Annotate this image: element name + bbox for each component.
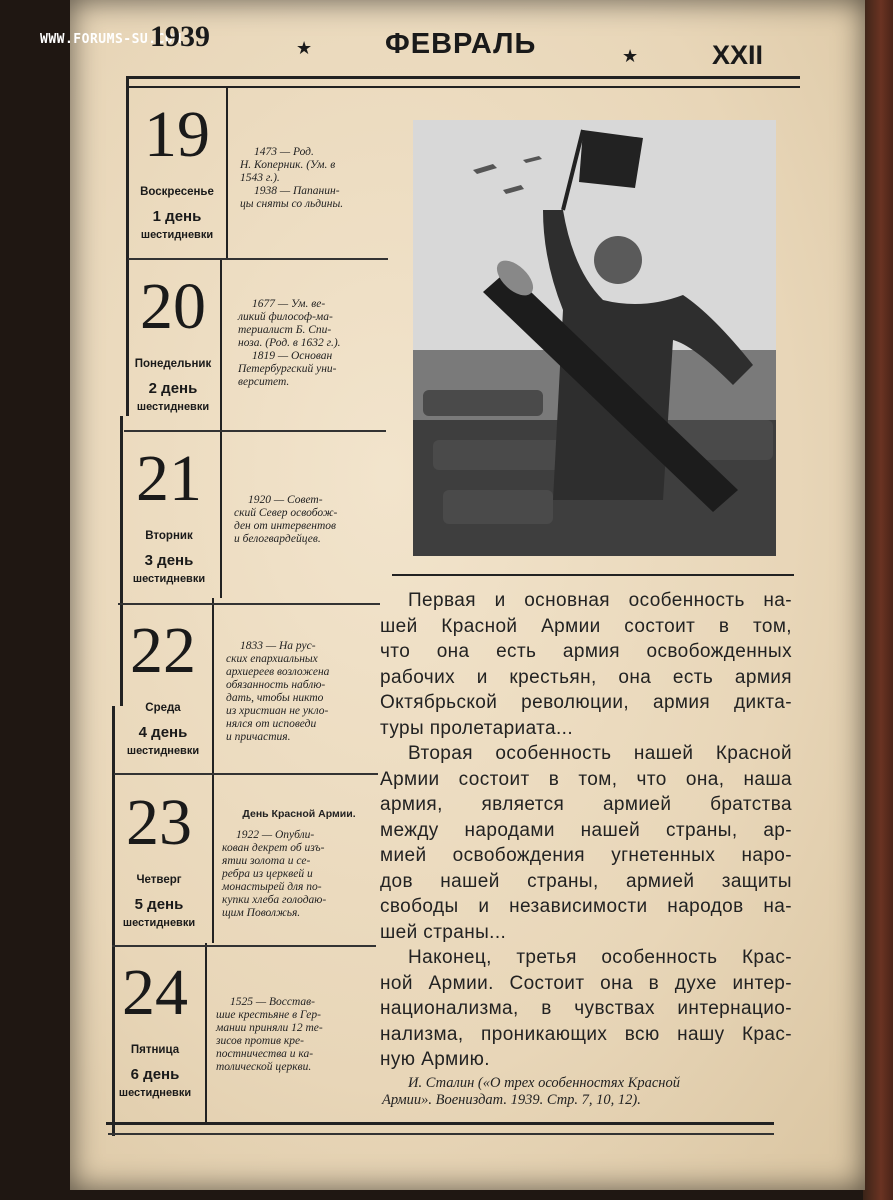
quote-rule (392, 574, 794, 576)
weekday-name: Воскресенье (140, 186, 214, 198)
weekday-name: Четверг (136, 874, 182, 886)
quote-paragraph: Наконец, третья особенность Крас- ной Армии. Состоит она в духе интер- национализма, в чувствах интернацио- нализма, проникающих всю нашу Крас- ную Армию. (380, 947, 792, 1070)
event-20: 1677 — Ум. ве- ликий философ-ма- териалист Б. Спи- ноза. (Род. в 1632 г.). 1819 — Основан Петербургский уни- верситет. (238, 298, 341, 388)
row-separator (118, 603, 380, 605)
six-day-index: 4 день (138, 724, 188, 741)
bottom-rule (106, 1122, 774, 1125)
quote-paragraph: Первая и основная особенность на- шей Красной Армии состоит в том, что она есть армия освобожденных рабочих и крестьян, она есть армия Октябрьской революции, армия дикта- туры пролетариата... (380, 590, 792, 739)
day-number: 22 (130, 614, 196, 687)
day-22 (114, 616, 212, 757)
day-21 (120, 444, 218, 585)
quote-paragraph: Вторая особенность нашей Красной Армии состоит в том, что она, наша армия, является армией братства между народами нашей страны, ар- мией освобождения угнетенных наро- дов нашей страны, армией защиты свободы и независимости народов на- шей страны... (380, 743, 792, 943)
col-rule (226, 88, 228, 258)
weekday-name: Понедельник (134, 358, 212, 370)
col-rule (205, 943, 207, 1123)
bottom-rule-thin (108, 1133, 774, 1135)
six-day-label: шестидневки (122, 917, 196, 929)
month: ФЕВРАЛЬ (385, 28, 537, 60)
day-number: 23 (126, 786, 192, 859)
six-day-index: 1 день (152, 208, 202, 225)
top-rule (128, 76, 800, 79)
six-day-label: шестидневки (136, 401, 210, 413)
six-day-index: 5 день (134, 896, 184, 913)
col-rule (212, 598, 214, 943)
quote-citation: И. Сталин («О трех особенностях Красной Армии». Воениздат. 1939. Стр. 7, 10, 12). (382, 1075, 680, 1108)
day-23 (110, 788, 208, 929)
six-day-label: шестидневки (126, 745, 200, 757)
top-rule-thin (128, 86, 800, 88)
six-day-label: шестидневки (140, 229, 214, 241)
event-24: 1525 — Восстав- шие крестьяне в Гер- мании приняли 12 те- зисов против кре- постничества и ка- толической церкви. (216, 996, 323, 1073)
row-separator (124, 430, 386, 432)
soldier-photo (413, 120, 776, 556)
star-icon: ★ (622, 46, 639, 66)
event-21: 1920 — Совет- ский Север освобож- ден от интервентов и белогвардейцев. (234, 494, 338, 545)
book-edge (863, 0, 893, 1200)
day-number: 21 (136, 442, 202, 515)
event-19: 1473 — Род. Н. Коперник. (Ум. в 1543 г.). 1938 — Папанин- цы сняты со льдины. (240, 146, 344, 210)
row-separator (128, 258, 388, 260)
day-number: 19 (144, 98, 210, 171)
event-22: 1833 — На рус- ских епархиальных архиереев возложена обязанность наблю- дать, чтобы никто из христиан не укло- нялся от исповеди и причастия. (226, 640, 330, 743)
day-number: 20 (140, 270, 206, 343)
day-24 (106, 958, 204, 1099)
day-number: 24 (122, 956, 188, 1029)
weekday-name: Вторник (145, 530, 193, 542)
event-title: День Красной Армии. (242, 808, 356, 820)
row-separator (114, 773, 378, 775)
weekday-name: Пятница (130, 1044, 180, 1056)
six-day-label: шестидневки (132, 573, 206, 585)
weekday-name: Среда (145, 702, 181, 714)
six-day-label: шестидневки (118, 1087, 192, 1099)
six-day-index: 3 день (144, 552, 194, 569)
day-20 (124, 272, 222, 413)
event-23: День Красной Армии. 1922 — Опубли- кован декрет об изъ- ятии золота и се- ребра из церквей и монастырей для по- купки хлеба голодаю- щим Поволжья. (222, 808, 376, 920)
watermark: WWW.FORUMS-SU.COM (40, 32, 182, 47)
six-day-index: 2 день (148, 380, 198, 397)
row-separator (112, 945, 376, 947)
stalin-quote (380, 588, 792, 1073)
six-day-index: 6 день (130, 1066, 180, 1083)
year: 1939 (150, 20, 210, 53)
photo-illustration (413, 120, 776, 556)
week-number: XXII (712, 40, 764, 70)
day-19 (128, 100, 226, 241)
star-icon: ★ (296, 38, 313, 58)
